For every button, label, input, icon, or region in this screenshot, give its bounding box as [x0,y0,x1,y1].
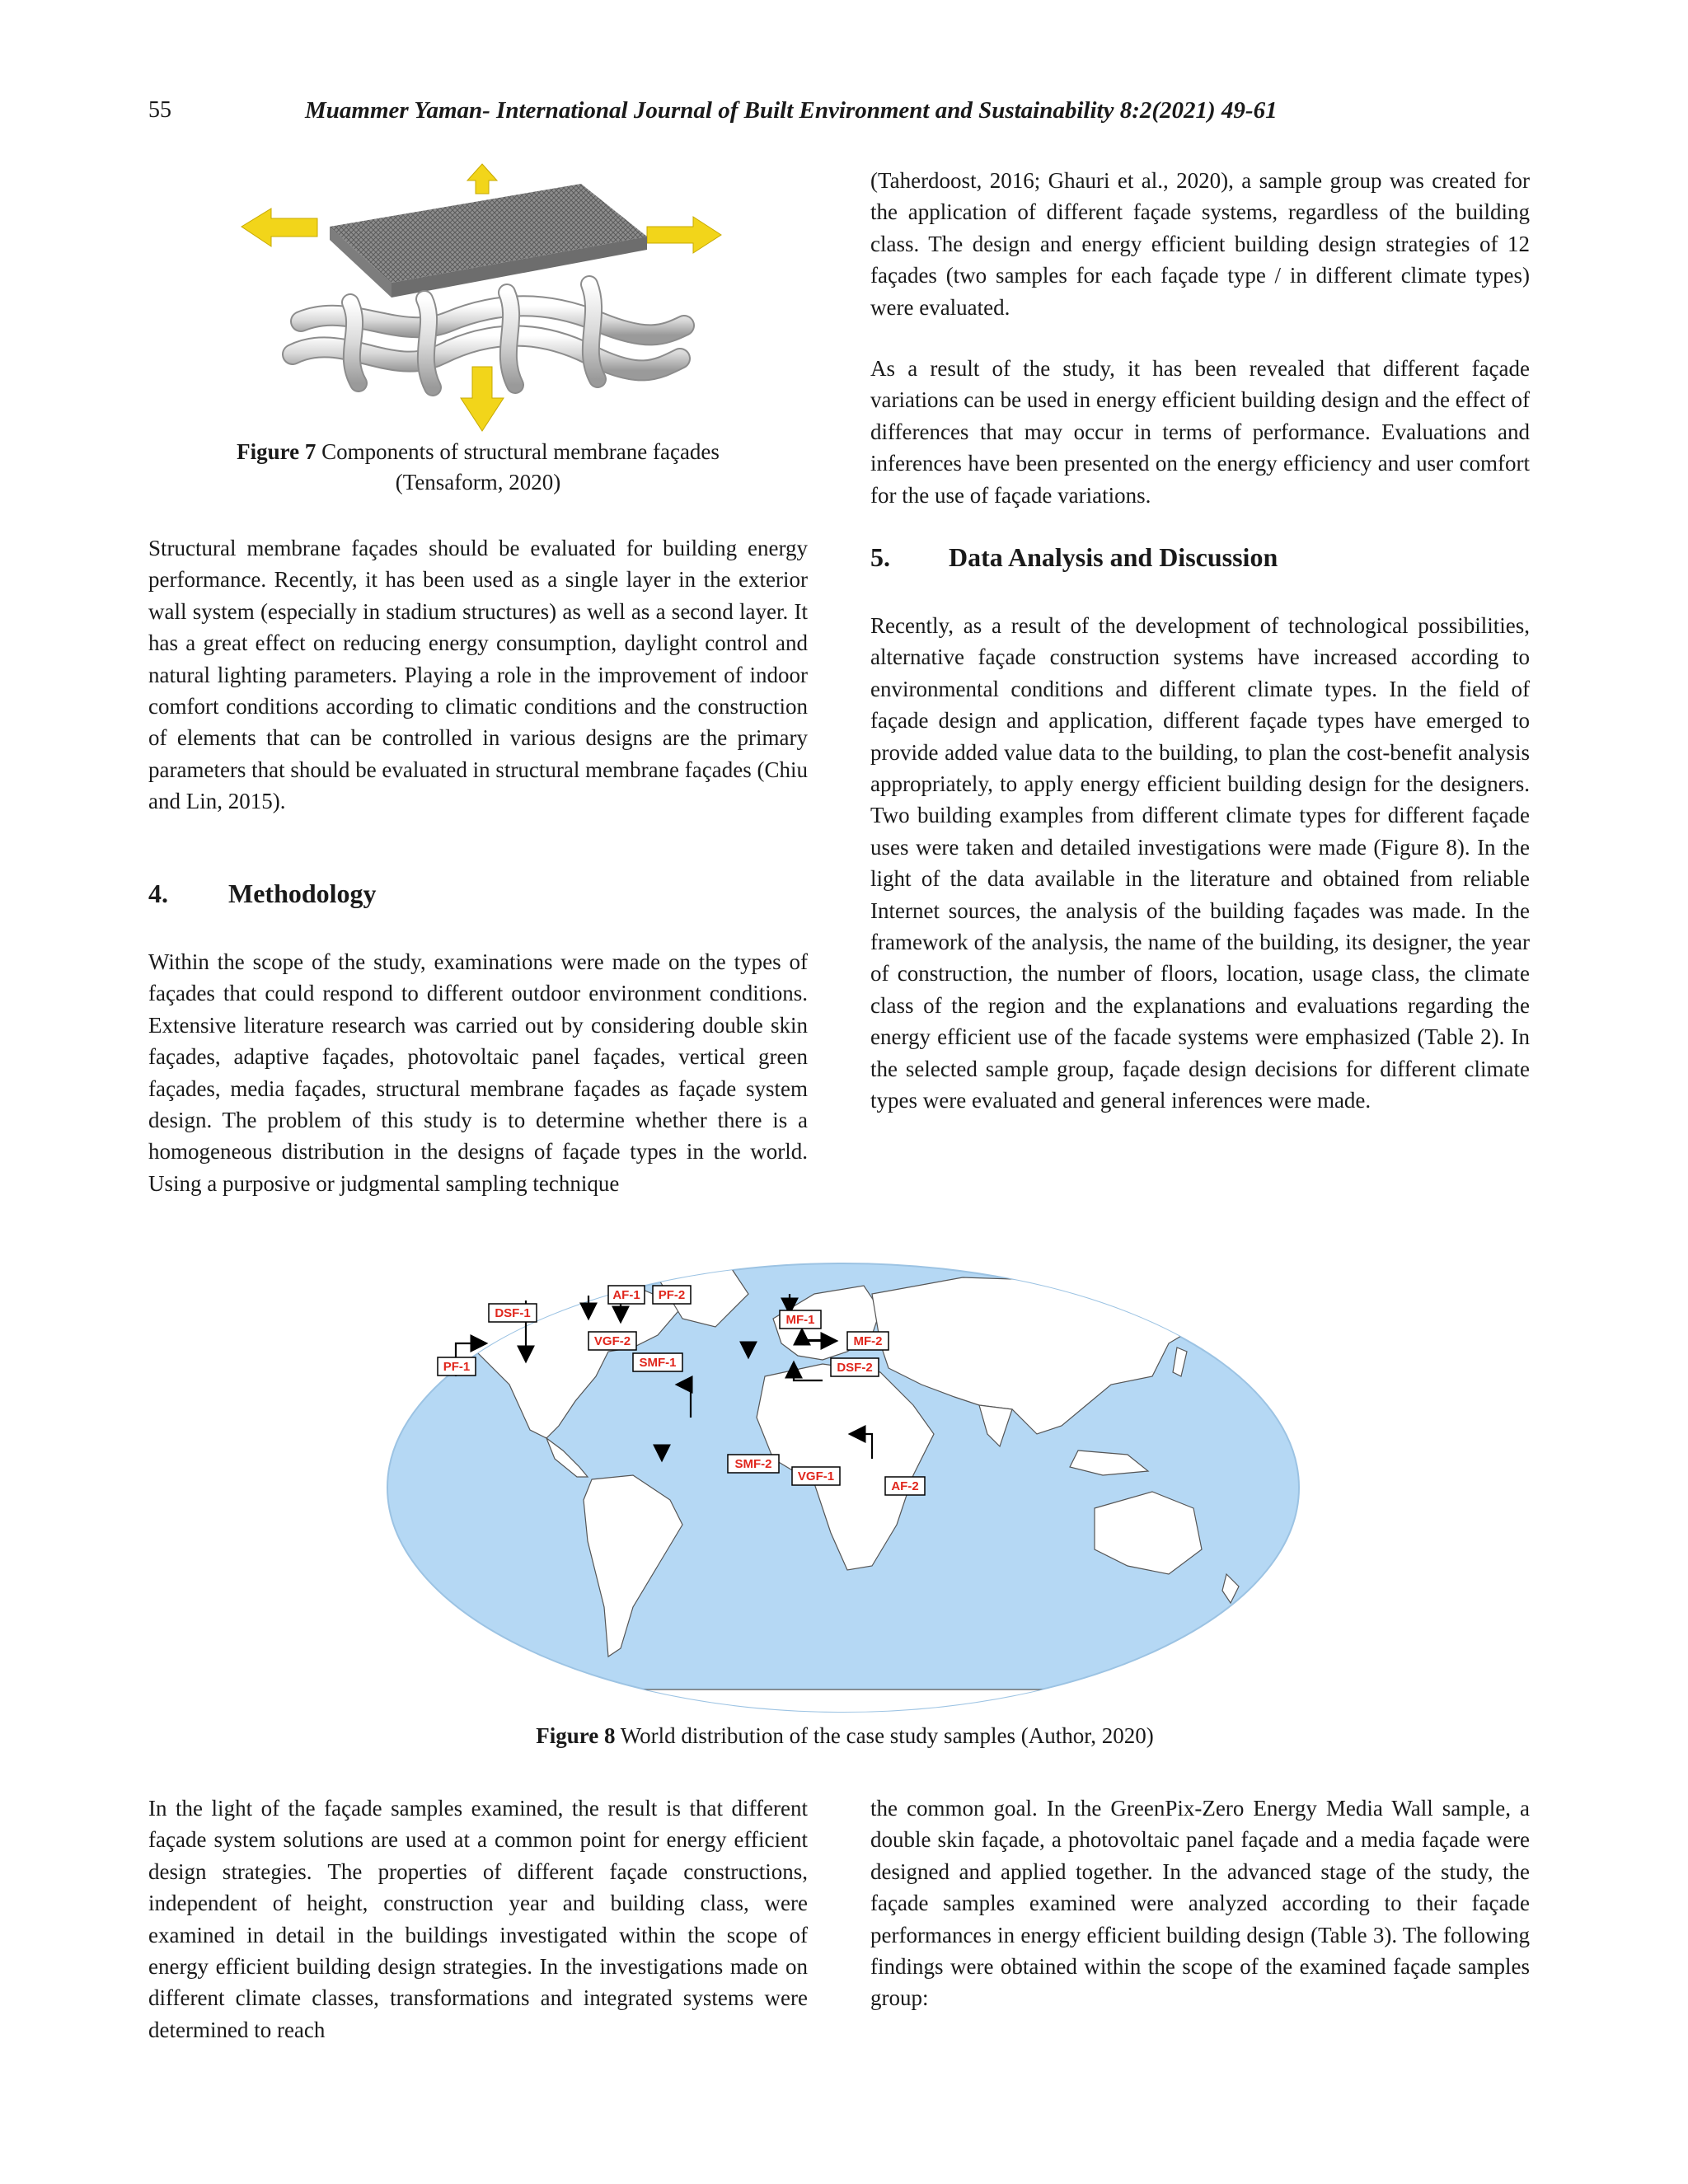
section-5-heading [870,542,1530,575]
figure8-caption-text: World distribution of the case study samples (Author, 2020) [620,1723,1154,1748]
marker-label: SMF-2 [734,1457,772,1471]
figure8-world-map [386,1261,1301,1714]
marker-label: MF-1 [785,1313,815,1327]
figure7-image [235,161,729,433]
marker-label: VGF-2 [593,1334,631,1348]
marker-label: SMF-1 [639,1356,677,1370]
paragraph: Within the scope of the study, examinations were made on the types of façades that could respond to different outdoor environment conditions. Extensive literature research was carried out by considering double skin façades, adaptive façades, photovoltaic panel façades, vertical green façades, media façades, structural membrane façades as façade system design. The problem of this study is to determine whether there is a homogeneous distribution in the designs of façade types in the world. Using a purposive or judgmental sampling technique [148,949,808,1196]
marker-mf-1 [780,1310,821,1329]
marker-dsf-2 [831,1358,879,1376]
arrow-left-icon [241,209,317,246]
section-number: 4. [148,879,168,908]
antarctica [386,1690,1301,1714]
page-number: 55 [148,97,171,123]
marker-vgf-2 [588,1332,636,1350]
figure8-label: Figure 8 [536,1723,616,1748]
figure7-label: Figure 7 [237,439,316,464]
marker-label: DSF-2 [837,1361,873,1375]
marker-label: AF-2 [891,1479,919,1493]
marker-label: AF-1 [612,1288,640,1302]
section-4-heading [148,879,808,912]
marker-label: MF-2 [853,1334,883,1348]
section-title: Methodology [228,879,377,908]
paragraph: As a result of the study, it has been revealed that different façade variations can be used in energy efficient building design and the effect of differences that may occur in terms of performance. Evaluations and inferences have been presented on the energy efficiency and user comfort for the use of façade variations. [870,356,1530,508]
marker-smf-2 [728,1455,779,1473]
bottom-left-paragraph [148,1793,808,2046]
bottom-right-paragraph [870,1793,1530,2014]
figure7-caption-line1: Components of structural membrane façades [321,439,720,464]
section-title: Data Analysis and Discussion [949,542,1278,572]
marker-af-2 [885,1477,925,1495]
left-column-paragraph-2 [148,946,808,1199]
marker-af-1 [608,1286,645,1304]
right-column-paragraph-3 [870,610,1530,1117]
marker-label: PF-1 [443,1360,471,1374]
marker-pf-1 [438,1357,476,1376]
paragraph: the common goal. In the GreenPix-Zero Energy Media Wall sample, a double skin façade, a photovoltaic panel façade and a media façade were designed and applied together. In the advanced stage of the study, the façade samples examined were analyzed according to their façade performances in energy efficient building design (Table 3). The following findings were obtained within the scope of the examined façade samples group: [870,1796,1530,2011]
arrow-down-icon [461,367,504,431]
figure7-caption [148,437,808,498]
running-header [148,97,1541,135]
marker-mf-2 [847,1332,889,1350]
marker-dsf-1 [489,1304,537,1322]
marker-pf-2 [653,1286,691,1304]
paragraph: Recently, as a result of the development of technological possibilities, alternative façade construction systems have increased according to environmental conditions and different climate types. In the field of façade design and application, different façade types have emerged to provide added value data to the building, to plan the cost-benefit analysis appropriately, to apply energy efficient building design for the designers. Two building examples from different climate types for different façade uses were taken and detailed investigations were made (Figure 8). In the light of the data available in the literature and obtained from reliable Internet sources, the analysis of the building façades was made. In the framework of the analysis, the name of the building, its designer, the year of construction, the number of floors, location, usage class, the climate class of the region and the explanations and evaluations regarding the energy efficient use of the facade systems were emphasized (Table 2). In the selected sample group, façade design decisions for different climate types were evaluated and general inferences were made. [870,613,1530,1113]
marker-label: VGF-1 [797,1469,835,1483]
marker-smf-1 [633,1353,682,1371]
marker-vgf-1 [792,1467,840,1485]
paragraph: (Taherdoost, 2016; Ghauri et al., 2020), a sample group was created for the application of different façade systems, regardless of the building class. The design and energy efficient building design strategies of 12 façades (two samples for each façade type / in different climate types) were evaluated. [870,168,1530,320]
marker-label: DSF-1 [495,1306,531,1320]
arrow-up-icon [467,164,497,194]
right-column-paragraph-2 [870,353,1530,511]
figure7-caption-line2: (Tensaform, 2020) [395,470,561,494]
marker-label: PF-2 [658,1288,686,1302]
section-number: 5. [870,542,890,572]
right-column-paragraph-1 [870,165,1530,323]
paragraph: In the light of the façade samples examined, the result is that different façade system solutions are used at a common point for energy efficient design strategies. The properties of different façade constructions, independent of height, construction year and building class, were examined in detail in the buildings investigated within the scope of energy efficient building design strategies. In the investigations made on different climate classes, transformations and integrated systems were determined to reach [148,1796,808,2042]
journal-title: Muammer Yaman- International Journal of Built Environment and Sustainability 8:2(2021) 49-61 [305,97,1278,124]
left-column-paragraph-1 [148,532,808,818]
paragraph: Structural membrane façades should be evaluated for building energy performance. Recently, it has been used as a single layer in the exterior wall system (especially in stadium structures) as well as a second layer. It has a great effect on reducing energy consumption, daylight control and natural lighting parameters. Playing a role in the improvement of indoor comfort conditions according to climatic conditions and the construction of elements that can be controlled in various designs are the primary parameters that should be evaluated in structural membrane façades (Chiu and Lin, 2015). [148,536,808,814]
arrow-right-icon [647,217,721,253]
figure8-caption [148,1721,1541,1751]
